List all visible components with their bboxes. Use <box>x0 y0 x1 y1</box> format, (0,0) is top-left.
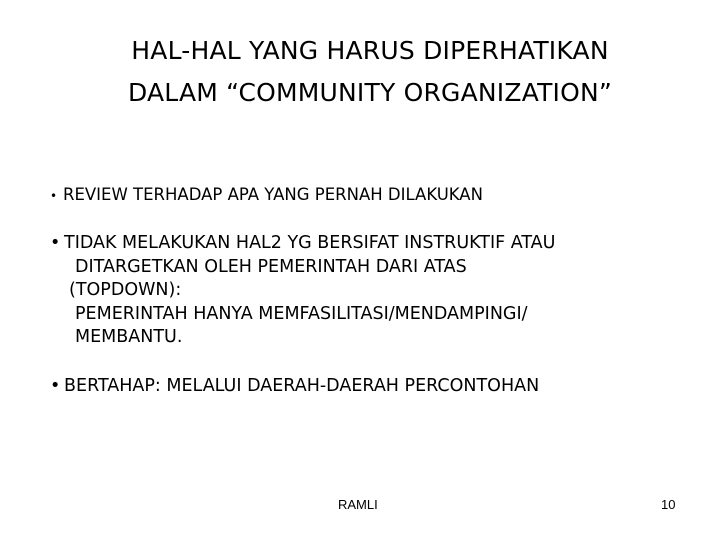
bullet-text-continuation: MEMBANTU. <box>75 327 183 347</box>
bullet-item-review <box>50 183 710 209</box>
bullet-item-tidak-instruktif <box>50 232 710 350</box>
footer-author: RAMLI <box>338 497 378 512</box>
bullet-marker: • <box>50 376 61 396</box>
bullet-text-continuation: DITARGETKAN OLEH PEMERINTAH DARI ATAS <box>75 256 467 277</box>
bullet-text-continuation: (TOPDOWN): <box>69 280 182 300</box>
bullet-marker: • <box>50 233 61 253</box>
bullet-text: BERTAHAP: MELALUI DAERAH-DAERAH PERCONTOHAN <box>64 376 540 396</box>
bullet-text-continuation: PEMERINTAH HANYA MEMFASILITASI/MENDAMPINGI/ <box>75 303 528 324</box>
bullet-item-bertahap <box>50 375 710 399</box>
bullet-marker: • <box>50 189 58 203</box>
bullet-text: REVIEW TERHADAP APA YANG PERNAH DILAKUKAN <box>63 185 483 204</box>
page-number: 10 <box>661 497 676 512</box>
bullet-text: TIDAK MELAKUKAN HAL2 YG BERSIFAT INSTRUKTIF ATAU <box>64 233 556 253</box>
slide-title-line-2: DALAM “COMMUNITY ORGANIZATION” <box>127 78 613 107</box>
slide-title-line-1: HAL-HAL YANG HARUS DIPERHATIKAN <box>131 36 609 65</box>
